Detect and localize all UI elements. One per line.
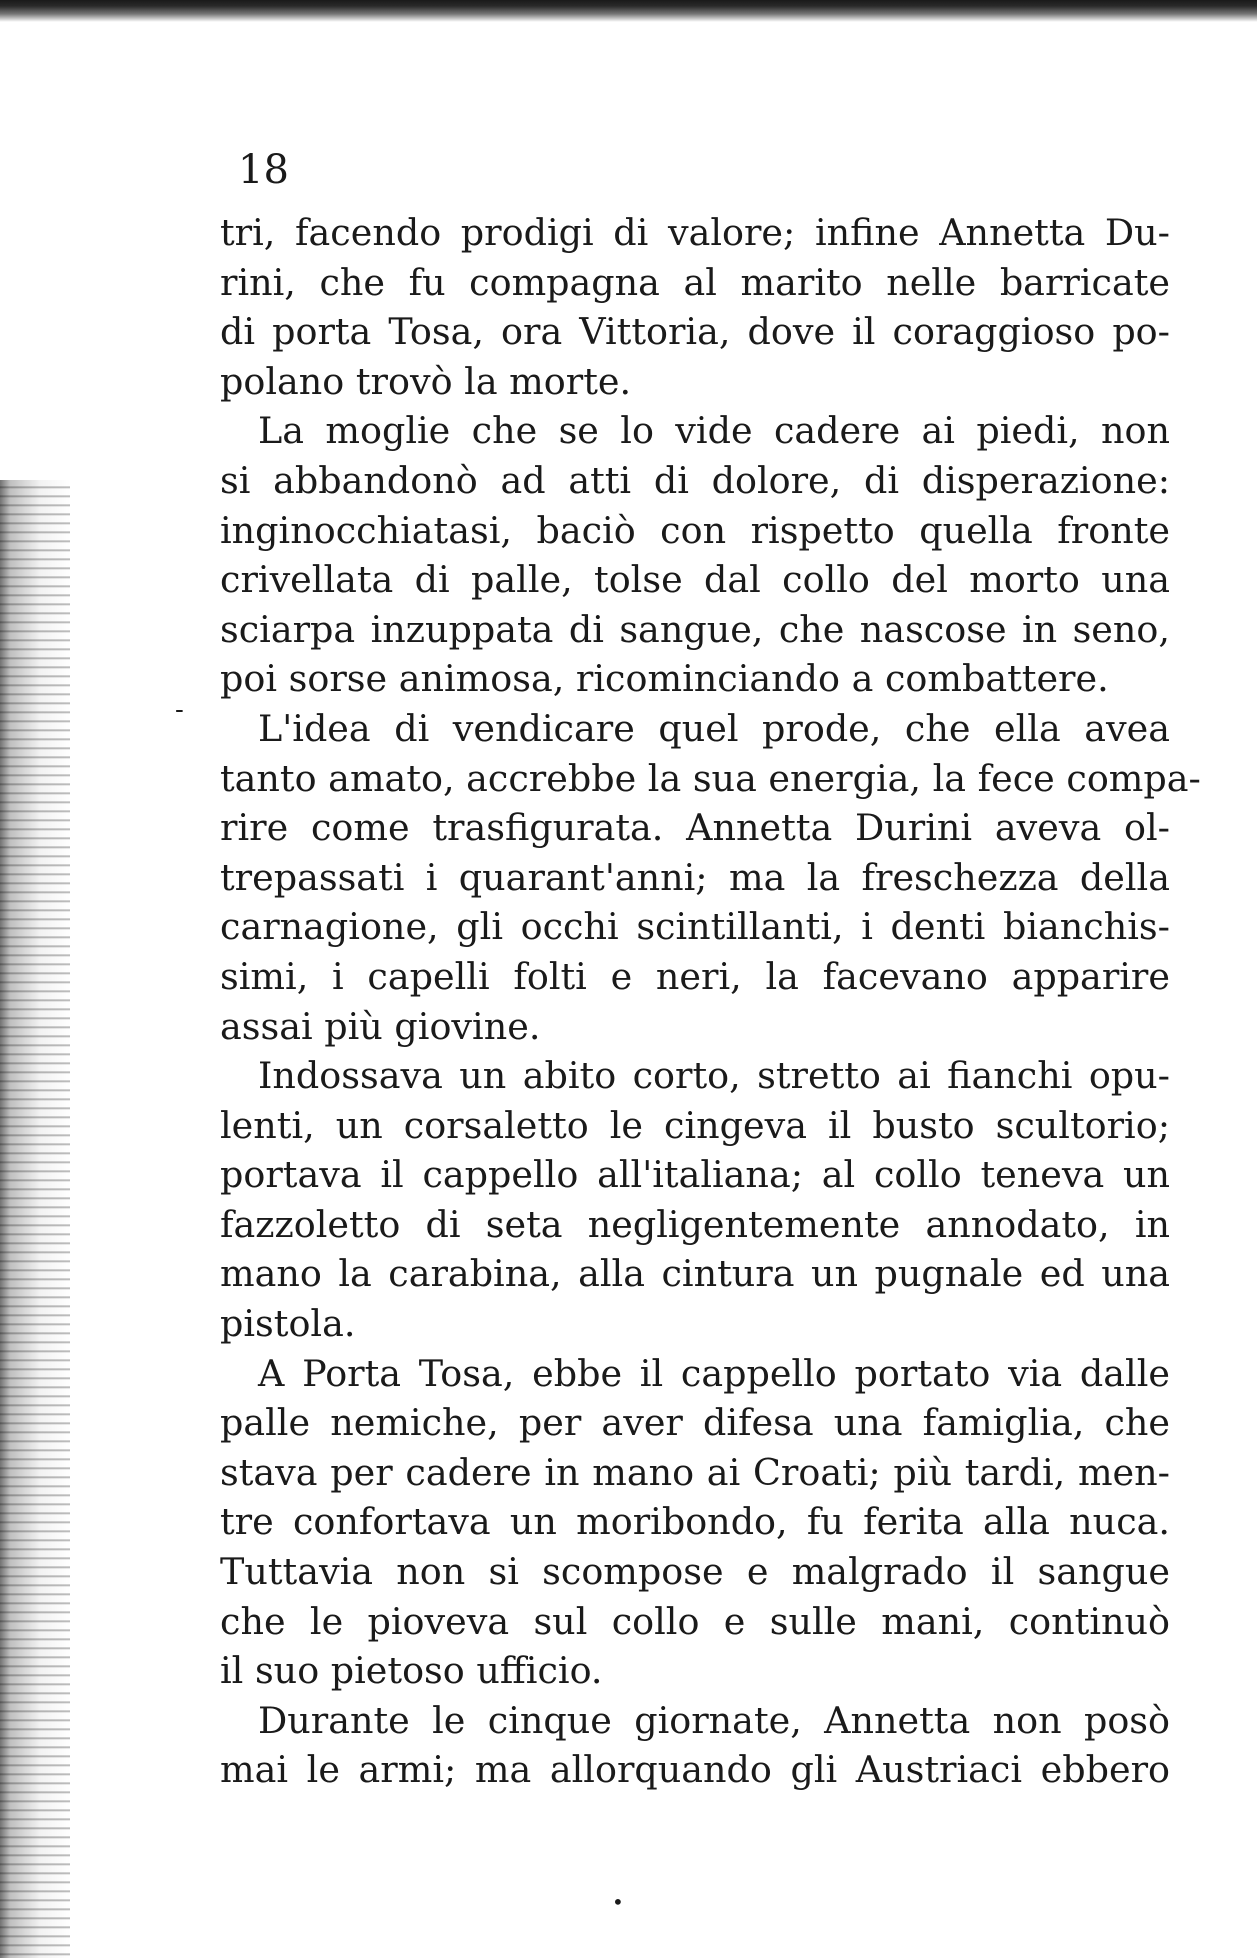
- text-line: polano trovò la morte.: [220, 359, 632, 403]
- margin-mark: -: [175, 695, 184, 725]
- text-line: il suo pietoso ufficio.: [220, 1649, 603, 1693]
- scan-speck: •: [612, 1890, 624, 1914]
- text-line: mano la carabina, alla cintura un pugnale ed una: [220, 1252, 1170, 1296]
- text-line: tre confortava un moribondo, fu ferita alla nuca.: [220, 1500, 1170, 1544]
- scan-top-edge: [0, 0, 1257, 22]
- text-line: carnagione, gli occhi scintillanti, i denti bianchis-: [220, 905, 1170, 949]
- text-line: assai più giovine.: [220, 1004, 541, 1048]
- text-line: pistola.: [220, 1302, 356, 1346]
- text-line: tri, facendo prodigi di valore; infine Annetta Du-: [220, 211, 1170, 254]
- text-line: Indossava un abito corto, stretto ai fianchi opu-: [258, 1054, 1170, 1098]
- text-line: sciarpa inzuppata di sangue, che nascose in seno,: [220, 607, 1170, 651]
- text-line: portava il cappello all'italiana; al collo teneva un: [220, 1153, 1170, 1197]
- text-line: rini, che fu compagna al marito nelle barricate: [220, 260, 1170, 304]
- text-line: poi sorse animosa, ricominciando a combattere.: [220, 657, 1109, 701]
- text-line: trepassati i quarant'anni; ma la freschezza della: [220, 855, 1170, 899]
- text-line: lenti, un corsaletto le cingeva il busto scultorio;: [220, 1103, 1170, 1147]
- text-line: La moglie che se lo vide cadere ai piedi, non: [258, 409, 1170, 453]
- text-line: mai le armi; ma allorquando gli Austriaci ebbero: [220, 1748, 1170, 1792]
- page-number: 18: [238, 147, 289, 193]
- text-line: rire come trasfigurata. Annetta Durini aveva ol-: [220, 806, 1170, 850]
- text-line: Durante le cinque giornate, Annetta non posò: [258, 1698, 1170, 1742]
- text-line: L'idea di vendicare quel prode, che ella avea: [258, 706, 1170, 750]
- text-line: A Porta Tosa, ebbe il cappello portato via dalle: [258, 1351, 1170, 1395]
- text-line: fazzoletto di seta negligentemente annodato, in: [220, 1202, 1170, 1246]
- text-line: simi, i capelli folti e neri, la facevano apparire: [220, 954, 1170, 998]
- text-line: crivellata di palle, tolse dal collo del morto una: [220, 558, 1170, 602]
- text-line: inginocchiatasi, baciò con rispetto quella fronte: [220, 508, 1170, 552]
- text-line: di porta Tosa, ora Vittoria, dove il coraggioso po-: [220, 310, 1170, 354]
- text-line: si abbandonò ad atti di dolore, di disperazione:: [220, 458, 1170, 502]
- scan-binding-shadow: [0, 480, 70, 1958]
- text-line: palle nemiche, per aver difesa una famiglia, che: [220, 1401, 1170, 1445]
- body-text: [220, 208, 1201, 1795]
- text-line: che le pioveva sul collo e sulle mani, continuò: [220, 1599, 1170, 1643]
- text-line: stava per cadere in mano ai Croati; più tardi, men-: [220, 1450, 1170, 1494]
- text-line: Tuttavia non si scompose e malgrado il sangue: [220, 1550, 1170, 1594]
- text-line: tanto amato, accrebbe la sua energia, la fece compa-: [220, 756, 1201, 800]
